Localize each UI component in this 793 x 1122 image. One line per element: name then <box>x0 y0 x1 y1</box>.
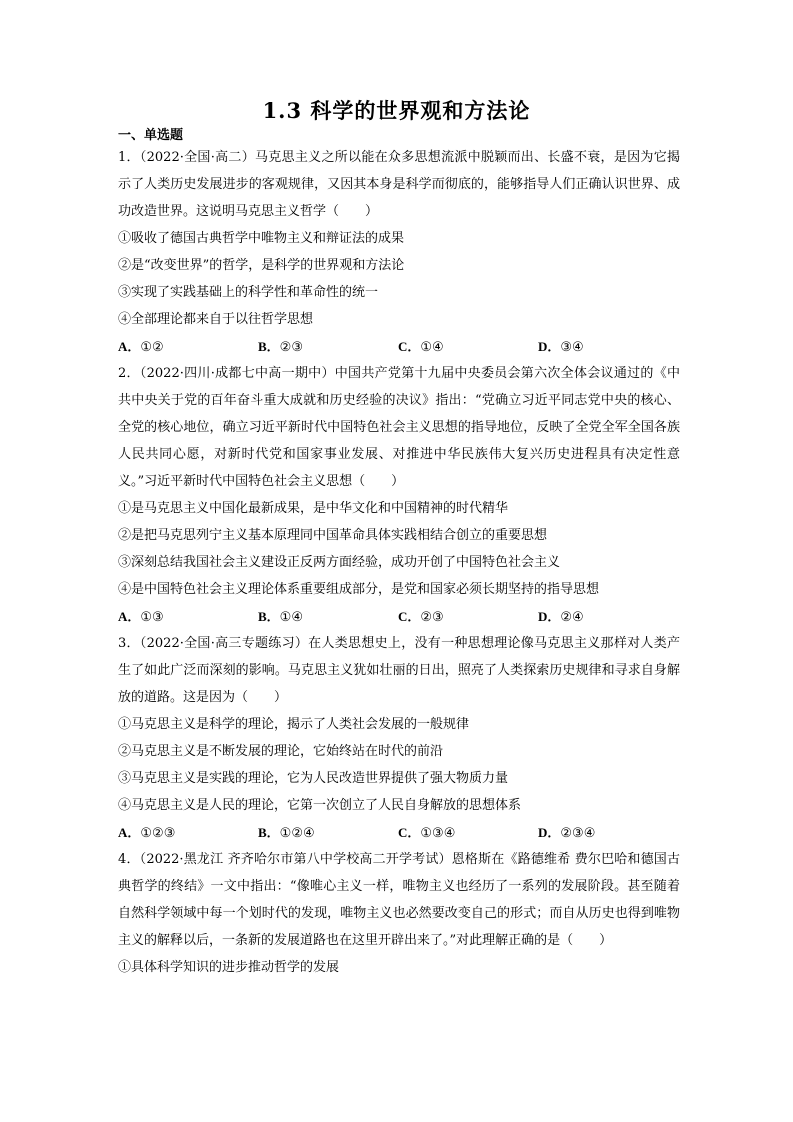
statement-option: ③马克思主义是实践的理论，它为人民改造世界提供了强大物质力量 <box>118 771 509 786</box>
choice-letter: D． <box>538 825 561 840</box>
choice-text: ②④ <box>560 610 584 625</box>
question-4 <box>118 846 680 981</box>
statement-option: ③深刻总结我国社会主义建设正反两方面经验，成功开创了中国特色社会主义 <box>118 555 561 570</box>
question-1 <box>118 144 680 360</box>
question-3 <box>118 630 680 846</box>
choice-d[interactable] <box>538 603 678 630</box>
choice-letter: C． <box>398 825 421 840</box>
choice-letter: A． <box>118 339 141 354</box>
statement-option: ④马克思主义是人民的理论，它第一次创立了人民自身解放的思想体系 <box>118 798 522 813</box>
statement-option: ④是中国特色社会主义理论体系重要组成部分，是党和国家必须长期坚持的指导思想 <box>118 582 600 597</box>
question-stem: 4．（2022·黑龙江 齐齐哈尔市第八中学校高二开学考试）恩格斯在《路德维希 费尔巴哈和德国古典哲学的终结》一文中指出：“像唯心主义一样，唯物主义也经历了一系列的发展阶段。甚至随着自然科学领域中每一个划时代的发现，唯物主义也必然要改变自己的形式；而自从历史也得到唯物主义的解释以后，一条新的发展道路也在这里开辟出来了。”对此理解正确的是（ ） <box>118 852 680 948</box>
question-2 <box>118 360 680 630</box>
choice-a[interactable] <box>118 603 258 630</box>
choice-a[interactable] <box>118 333 258 360</box>
choice-letter: D． <box>538 609 561 624</box>
choice-text: ①③④ <box>420 826 456 841</box>
choice-text: ①② <box>140 340 164 355</box>
statement-option: ①具体科学知识的进步推动哲学的发展 <box>118 960 340 975</box>
choice-c[interactable] <box>398 819 538 846</box>
choice-c[interactable] <box>398 603 538 630</box>
choice-c[interactable] <box>398 333 538 360</box>
choice-b[interactable] <box>258 819 398 846</box>
choice-text: ③④ <box>560 340 584 355</box>
choice-letter: B． <box>258 339 280 354</box>
choice-text: ①②③ <box>140 826 176 841</box>
choice-a[interactable] <box>118 819 258 846</box>
statement-option: ①是马克思主义中国化最新成果，是中华文化和中国精神的时代精华 <box>118 501 509 516</box>
choice-text: ①③ <box>140 610 164 625</box>
choice-letter: C． <box>398 609 421 624</box>
statement-option: ①吸收了德国古典哲学中唯物主义和辩证法的成果 <box>118 231 405 246</box>
choice-letter: A． <box>118 825 141 840</box>
choice-d[interactable] <box>538 333 678 360</box>
answer-choices <box>118 333 680 360</box>
choice-text: ①④ <box>420 340 444 355</box>
choice-letter: B． <box>258 609 280 624</box>
question-stem: 1．（2022·全国·高二）马克思主义之所以能在众多思想流派中脱颖而出、长盛不衰，是因为它揭示了人类历史发展进步的客观规律，又因其本身是科学而彻底的，能够指导人们正确认识世界、成功改造世界。这说明马克思主义哲学（ ） <box>118 150 680 219</box>
question-stem: 2．（2022·四川·成都七中高一期中）中国共产党第十九届中央委员会第六次全体会议通过的《中共中央关于党的百年奋斗重大成就和历史经验的决议》指出：“党确立习近平同志党中央的核心、全党的核心地位，确立习近平新时代中国特色社会主义思想的指导地位，反映了全党全军全国各族人民共同心愿，对新时代党和国家事业发展、对推进中华民族伟大复兴历史进程具有决定性意义。”习近平新时代中国特色社会主义思想（ ） <box>118 366 680 489</box>
document-content <box>118 128 680 981</box>
choice-letter: B． <box>258 825 280 840</box>
statement-option: ②马克思主义是不断发展的理论，它始终站在时代的前沿 <box>118 744 444 759</box>
choice-letter: A． <box>118 609 141 624</box>
choice-letter: C． <box>398 339 421 354</box>
statement-option: ②是“改变世界”的哲学，是科学的世界观和方法论 <box>118 258 405 273</box>
answer-choices <box>118 819 680 846</box>
answer-choices <box>118 603 680 630</box>
statement-option: ②是把马克思列宁主义基本原理同中国革命具体实践相结合创立的重要思想 <box>118 528 548 543</box>
section-heading: 一、单选题 <box>118 128 184 143</box>
choice-text: ②③④ <box>560 826 596 841</box>
question-stem: 3．（2022·全国·高三专题练习）在人类思想史上，没有一种思想理论像马克思主义那样对人类产生了如此广泛而深刻的影响。马克思主义犹如壮丽的日出，照亮了人类探索历史规律和寻求自身解放的道路。这是因为（ ） <box>118 636 680 705</box>
statement-option: ①马克思主义是科学的理论，揭示了人类社会发展的一般规律 <box>118 717 470 732</box>
choice-b[interactable] <box>258 333 398 360</box>
choice-text: ①②④ <box>279 826 315 841</box>
choice-text: ②③ <box>279 340 303 355</box>
choice-letter: D． <box>538 339 561 354</box>
choice-d[interactable] <box>538 819 678 846</box>
choice-text: ①④ <box>279 610 303 625</box>
choice-text: ②③ <box>420 610 444 625</box>
choice-b[interactable] <box>258 603 398 630</box>
page-title: 1.3 科学的世界观和方法论 <box>262 98 531 123</box>
statement-option: ④全部理论都来自于以往哲学思想 <box>118 312 314 327</box>
statement-option: ③实现了实践基础上的科学性和革命性的统一 <box>118 285 379 300</box>
